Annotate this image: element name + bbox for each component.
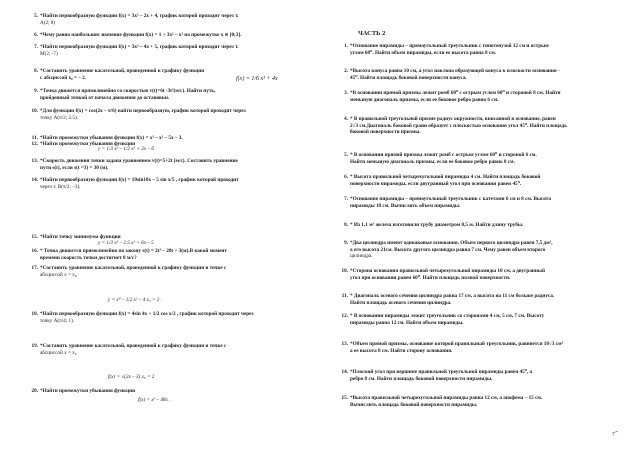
task-text-line: *Основание пирамиды – прямоугольный треугольник с катетами 6 см и 8 см. Высота	[350, 196, 552, 202]
formula-12: y = 1/3 x³ – 1/2 x² + 2x – 6	[98, 146, 154, 152]
task-text-line: абсциссой x = x₀	[40, 271, 77, 278]
task-text-line: *Найти первообразную функции f(x) = 3x² – 4x + 5, график которой проходит через т.	[40, 44, 239, 50]
task-text-line: *Чему равно наибольшее значение функции f(x) = 1 + 3x² – x³ на промежутке x ∈ [0;3].	[40, 32, 242, 38]
formula-17: y = x⁴ – 1/2 x² – 4 x₀ = 2 .	[108, 297, 162, 303]
task-text-line: через т. B(π/2; –3).	[40, 183, 81, 190]
task-text-line: * Из 1,1 м³ железа изготовили трубу диаметром 0,5 м. Найти длину трубы.	[350, 222, 524, 228]
task-text-line: а ее высота 8 см. Найти сторону основания.	[350, 347, 453, 354]
task-text-line: * В правильной треугольной призме радиус окружности, вписанной в основание, равен	[350, 116, 556, 122]
task-text-line: 2√3 см.Диагональ боковой грани образует с плоскостью основания угол 45⁰. Найти площадь	[350, 122, 567, 129]
task-number: 12.	[341, 313, 348, 319]
task-text-line: пирамиды 10 см. Вычислить объем пирамиды.	[350, 202, 461, 209]
task-text-line: пирамиды равна 12 см. Найти объем пирамиды.	[350, 319, 464, 326]
task-text-line: *Составить уравнение касательной, проведенной к графику функции	[40, 68, 205, 74]
task-text-line: пройденный точкой от начала движения до остановки.	[40, 94, 170, 101]
task-text-line: M(2; -7)	[40, 50, 58, 57]
task-text-line: углом 60⁰. Найти объем пирамиды, если ее высота равна 8 см.	[350, 49, 497, 56]
task-text-line: угол при основании равен 60⁰. Найти площадь полной поверхности.	[350, 274, 511, 281]
task-text-line: *Найти промежутки убывания функции	[40, 141, 136, 147]
task-number: 3.	[344, 90, 348, 96]
task-text-line: *Скорость движения точки задана уравнением v(t)=5+2t (м/с). Составить уравнение	[40, 158, 238, 164]
task-number: 4.	[344, 116, 348, 122]
task-number: 6.	[34, 32, 38, 38]
task-text-line: *Основание пирамиды – прямоугольный треугольник с гипотенузой 12 см и острым	[350, 43, 549, 49]
task-number: 10.	[341, 268, 348, 274]
task-text-line: а его высота 21см. Высота другого цилиндра равна 7 см. Чему равен объем второго	[350, 246, 546, 253]
task-number: 15.	[341, 395, 348, 401]
task-text-line: Вычислить площадь боковой поверхности пирамиды.	[350, 401, 478, 408]
task-text-line: *Найти первообразную функции f(x) = 3x² – 2x + 4, график которой проходит через т.	[40, 13, 239, 19]
task-text-line: *Найти промежутки убывания функции f(x) = x³ – x² – 5x – 3.	[40, 135, 183, 141]
task-text-line: * В основании прямой призмы лежит ромб с острым углом 60⁰ и стороной 6 см.	[350, 152, 537, 158]
task-text-line: с абсциссой x₀ = – 2.	[40, 74, 87, 81]
task-text-line: *Найти точку минимума функции	[40, 234, 121, 240]
task-number: 15.	[31, 234, 38, 240]
formula-20: f(x) = x³ – 48x .	[138, 397, 171, 403]
task-number: 11.	[341, 293, 348, 299]
task-text-line: * Высота правильной четырехугольной пирамиды 4 см. Найти площадь боковой	[350, 174, 541, 180]
task-text-line: *Составить уравнение касательной, проведенной к графику функции в точке с	[40, 343, 227, 349]
task-text-line: *Объем прямой призмы, основание которой правильный треугольник, равняется 18√3 см³	[350, 341, 564, 347]
task-number: 7.	[34, 44, 38, 50]
task-text-line: точку A(π/2; 2.5).	[40, 114, 78, 121]
task-text-line: *Составить уравнение касательной, проведенной к графику функции в точке с	[40, 265, 227, 271]
task-number: 16.	[31, 248, 38, 254]
task-text-line: A(2; 8)	[40, 19, 56, 26]
task-text-line: *Сторона основания правильной четырехугольной пирамиды 10 см, а двугранный	[350, 268, 545, 274]
task-number: 7.	[344, 196, 348, 202]
formula-19: f(x) = √(2x – 3) x₀ = 2	[108, 374, 155, 380]
task-number: 8.	[344, 222, 348, 228]
task-number: 10.	[31, 108, 38, 114]
task-number: 9.	[344, 240, 348, 246]
task-number: 9.	[34, 88, 38, 94]
task-text-line: точку A(π/4; 1).	[40, 317, 75, 324]
task-number: 8.	[34, 68, 38, 74]
formula-15: y = 1/3 x³ – 2.5 x² + 6x – 5	[98, 240, 154, 246]
task-text-line: Найти меньшую диагональ призмы, если ее боковое ребро равно 8 см.	[350, 158, 515, 165]
task-text-line: *Найти промежутки убывания функции	[40, 388, 136, 394]
task-number: 5.	[34, 13, 38, 19]
task-text-line: 45⁰. Найти площадь боковой поверхности конуса.	[350, 74, 467, 81]
task-text-line: *Для функции f(x) = cos(2x – π/6) найти первообразную, график которой проходит через	[40, 108, 246, 114]
task-text-line: *Высота конуса равна 10 см, а угол наклона образующей конуса к плоскости основания -	[350, 68, 560, 74]
task-number: 13.	[341, 341, 348, 347]
task-number: 12.	[31, 141, 38, 147]
task-text-line: * Диагональ осевого сечения цилиндра равна 17 см, а высота на 11 см больше радиуса.	[350, 293, 555, 299]
task-number: 19.	[31, 343, 38, 349]
task-text-line: * В основании пирамиды лежит треугольник со сторонами 4 см, 5 см, 7 см. Высоту	[350, 313, 545, 319]
task-text-line: цилиндра.	[350, 253, 373, 260]
task-text-line: пути s(t), если s(t =3) = 30 (м).	[40, 164, 109, 171]
task-text-line: ребро 8 см. Найти площадь боковой поверхности пирамиды.	[350, 375, 493, 382]
task-number: 14.	[341, 369, 348, 375]
task-number: 2.	[344, 68, 348, 74]
page-corner-mark: ⌐	[610, 424, 621, 440]
task-text-line: *Найти первообразную функции f(x) = 10sin10x – 5 sin x/5 , график которой проходит	[40, 177, 239, 183]
task-number: 20.	[31, 388, 38, 394]
task-text-line: *Два цилиндра имеют одинаковые основания. Объем первого цилиндра равен 7,5 дм³,	[350, 240, 553, 246]
task-number: 13.	[31, 158, 38, 164]
task-text-line: *Найти первообразную функции f(x) = 4sin 4x + 1/2 cos x/2 , график которой проходит через	[40, 311, 254, 317]
formula-8: f(x) = 1/6 x³ + 4x	[236, 76, 278, 82]
task-number: 11.	[31, 135, 38, 141]
task-text-line: *В основании прямой призмы лежит ромб 60⁰ с острым углом 60⁰ и стороной 8 см. Найти	[350, 90, 561, 96]
part-title: ЧАСТЬ 2	[358, 30, 386, 37]
task-text-line: поверхности пирамиды, если двугранный угол при основании равен 45⁰.	[350, 180, 522, 187]
task-number: 18.	[31, 311, 38, 317]
task-number: 1.	[344, 43, 348, 49]
task-text-line: боковой поверхности призмы.	[350, 129, 421, 136]
task-number: 5.	[344, 152, 348, 158]
task-text-line: меньшую диагональ призмы, если ее боковое ребро равно 6 см.	[350, 96, 499, 103]
task-text-line: Найти площадь осевого сечения цилиндра.	[350, 299, 452, 306]
task-text-line: *Плоский угол при вершине правильной треугольной пирамиды равен 45⁰, а	[350, 369, 533, 375]
task-text-line: времени скорость точки достигнет 8 м/с?	[40, 254, 137, 261]
task-text-line: абсциссой x = x₀	[40, 349, 77, 356]
task-number: 17.	[31, 265, 38, 271]
task-number: 14.	[31, 177, 38, 183]
task-text-line: * Точка движется прямолинейно по закону s(t) = 2t³ – 20t + 3(м).В какой момент	[40, 248, 227, 254]
task-number: 6.	[344, 174, 348, 180]
task-text-line: *Точка движется прямолинейно со скоростью v(t)=6t -3t²(м/с). Найти путь,	[40, 88, 216, 94]
task-text-line: *Высота правильной четырехугольной пирамиды равна 12 см, а апофема – 15 см.	[350, 395, 543, 401]
